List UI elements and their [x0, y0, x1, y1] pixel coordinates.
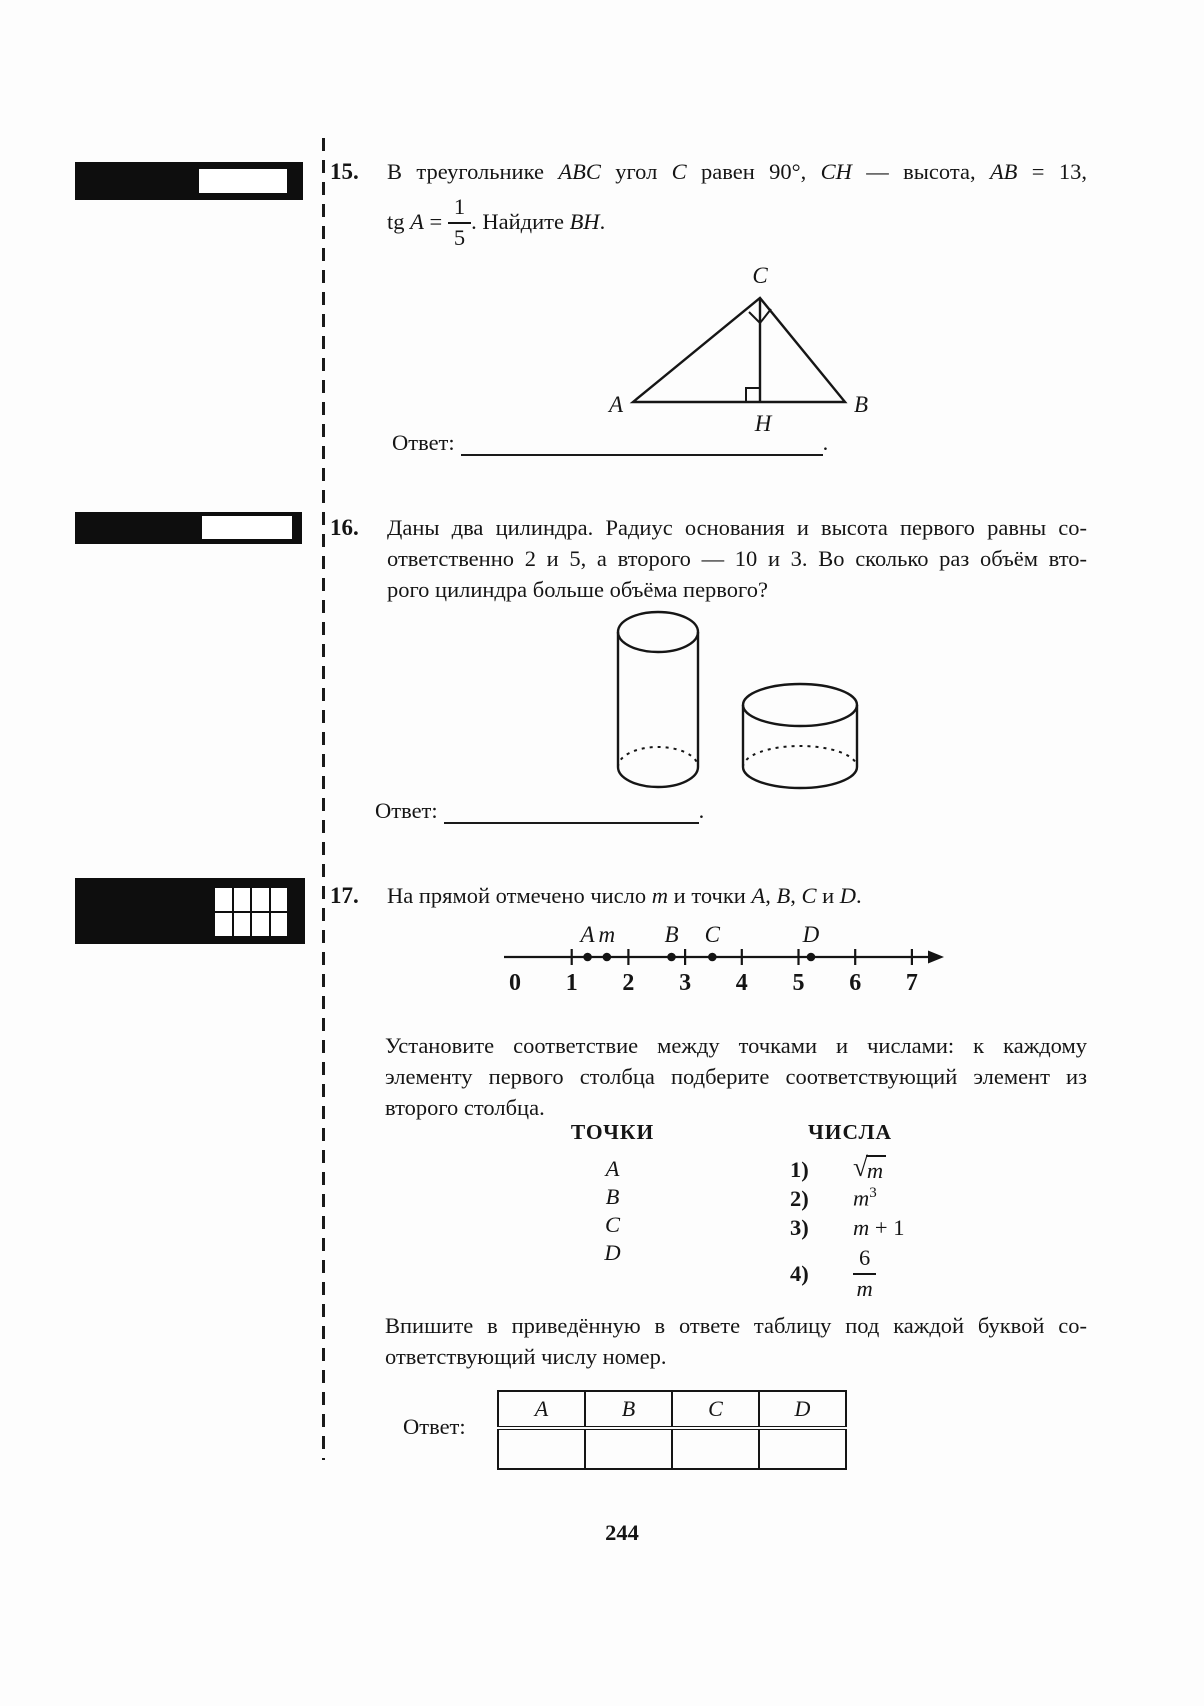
- math-var: BH: [569, 208, 600, 234]
- axis-tick-label: 5: [792, 970, 805, 996]
- grid-cell: [252, 913, 269, 936]
- text-run: и: [816, 883, 840, 908]
- radical-sign: √: [853, 1152, 868, 1182]
- text-run: .: [822, 430, 829, 455]
- text-run: = 13,: [1017, 159, 1087, 184]
- fraction-numerator: 6: [853, 1246, 876, 1275]
- text-line: Установите соответствие между точками и числами: к каждому: [385, 1033, 1087, 1058]
- points-column-items: [540, 1155, 685, 1267]
- option-number: 4): [790, 1261, 809, 1286]
- number-line-figure: [470, 923, 970, 1001]
- math-var: m: [856, 1276, 873, 1301]
- math-var: C: [671, 159, 687, 184]
- grid-cell: [215, 888, 232, 911]
- axis-tick-label: 6: [849, 970, 862, 996]
- margin-marker-problem-17: [75, 878, 305, 944]
- point-label: A: [580, 923, 595, 947]
- grid-cell: [271, 913, 288, 936]
- grid-cell: [215, 913, 232, 936]
- point-dot: [708, 953, 717, 962]
- point-item: D: [604, 1240, 621, 1265]
- text-run: — высота,: [851, 159, 990, 184]
- text-run: равен 90°,: [686, 159, 821, 184]
- right-angle-mark-H: [746, 388, 760, 402]
- point-label: m: [598, 923, 616, 947]
- table-header-A: A: [498, 1391, 585, 1428]
- answer-table-header-row: [498, 1391, 846, 1428]
- tall-cylinder-bottom-back: [618, 747, 698, 767]
- text-run: ,: [790, 883, 802, 908]
- answer-cell: [498, 1428, 585, 1469]
- text-run: . Найдите: [471, 208, 570, 234]
- points-column-header: ТОЧКИ: [570, 1120, 655, 1144]
- axis-tick-label: 0: [509, 970, 521, 996]
- problem-15-line1: [387, 156, 1087, 187]
- sqrt-expression: [853, 1152, 886, 1184]
- problem-15-line2: [387, 195, 1087, 251]
- dashed-margin-separator: [322, 138, 325, 1460]
- triangle-outline: [633, 298, 845, 402]
- numbers-column-header: ЧИСЛА: [808, 1120, 893, 1144]
- text-line: ответствующий числу номер.: [385, 1344, 667, 1369]
- text-line: второго столбца.: [385, 1095, 545, 1120]
- cylinders-figure: [580, 600, 880, 800]
- answer-row-16: [375, 792, 704, 824]
- math-var: A: [410, 208, 424, 234]
- math-var: CH: [820, 159, 852, 184]
- math-var: m: [853, 1185, 870, 1211]
- problem-15: [330, 156, 1087, 251]
- fraction-one-fifth: [448, 195, 471, 251]
- marker-answer-grid: [215, 888, 287, 936]
- text-run: + 1: [869, 1215, 905, 1240]
- answer-label: Ответ:: [375, 798, 438, 823]
- exponent: 3: [869, 1185, 877, 1201]
- answer-label: Ответ:: [403, 1414, 466, 1439]
- text-line: Даны два цилиндра. Радиус основания и высота первого равны со-: [387, 515, 1087, 540]
- number-option-3: [790, 1215, 1010, 1245]
- answer-blank-line: [461, 424, 823, 456]
- axis-tick-label: 1: [565, 970, 578, 996]
- point-item: B: [605, 1184, 620, 1209]
- power-expression: [853, 1185, 877, 1212]
- answer-table: [497, 1390, 847, 1470]
- table-header-C: C: [672, 1391, 759, 1428]
- text-line: ответственно 2 и 5, а второго — 10 и 3. Во сколько раз объём вто-: [387, 546, 1087, 571]
- radicand: m: [866, 1155, 886, 1184]
- option-number: 3): [790, 1215, 809, 1240]
- marker-answer-window: [202, 516, 292, 539]
- numbers-column: [790, 1120, 1010, 1303]
- text-run: На прямой отмечено число: [387, 883, 652, 908]
- problem-17-fill-text: [385, 1310, 1087, 1372]
- vertex-label-A: A: [608, 392, 624, 417]
- answer-cell: [759, 1428, 846, 1469]
- axis-tick-label: 7: [905, 970, 918, 996]
- point-label: D: [802, 923, 820, 947]
- text-run: tg: [387, 208, 411, 234]
- answer-blank-line: [444, 792, 699, 824]
- grid-cell: [234, 888, 251, 911]
- math-var: ABC: [558, 159, 601, 184]
- number-option-4: [790, 1245, 1010, 1303]
- fraction-numerator: 1: [448, 195, 471, 224]
- point-label: B: [664, 923, 679, 947]
- text-line: Впишите в приведённую в ответе таблицу под каждой буквой со-: [385, 1313, 1087, 1338]
- point-dot: [807, 953, 816, 962]
- tall-cylinder-bottom-front: [618, 767, 698, 787]
- fraction-denominator: 5: [453, 224, 466, 250]
- number-option-1: [790, 1152, 1010, 1185]
- problem-number: 15.: [330, 159, 359, 184]
- answer-label: Ответ:: [392, 430, 455, 455]
- wide-cylinder-bottom-back: [743, 746, 857, 767]
- math-var: A: [751, 883, 766, 908]
- point-dot: [603, 953, 612, 962]
- text-line: элементу первого столбца подберите соответствующий элемент из: [385, 1064, 1087, 1089]
- margin-marker-problem-16: [75, 512, 302, 544]
- margin-marker-problem-15: [75, 162, 303, 200]
- fraction-denominator: [853, 1275, 876, 1302]
- text-run: =: [423, 208, 448, 234]
- problem-17-match-text: [385, 1030, 1087, 1123]
- text-run: угол: [600, 159, 672, 184]
- problem-15-text: [387, 156, 1087, 251]
- wide-cylinder-top: [743, 684, 857, 726]
- math-var: B: [776, 883, 791, 908]
- table-header-B: B: [585, 1391, 672, 1428]
- wide-cylinder-bottom-front: [743, 767, 857, 788]
- point-item: C: [604, 1212, 620, 1237]
- answer-cell: [672, 1428, 759, 1469]
- text-run: В треугольнике: [387, 159, 559, 184]
- table-header-D: D: [759, 1391, 846, 1428]
- math-var: D: [839, 883, 857, 908]
- tall-cylinder-top: [618, 612, 698, 652]
- problem-17-intro: [387, 880, 1087, 911]
- answer-cell: [585, 1428, 672, 1469]
- option-number: 1): [790, 1157, 809, 1182]
- math-var: m: [651, 883, 669, 908]
- problem-17: [330, 880, 1087, 911]
- fraction-six-over-m: [853, 1246, 876, 1302]
- numbers-column-items: [790, 1152, 1010, 1303]
- problem-16-text: [387, 512, 1087, 605]
- text-run: ,: [765, 883, 777, 908]
- text-line: рого цилиндра больше объёма первого?: [387, 577, 768, 602]
- problem-number: 16.: [330, 515, 359, 540]
- number-option-2: [790, 1185, 1010, 1215]
- point-label: C: [704, 923, 720, 947]
- math-var: AB: [989, 159, 1018, 184]
- answer-row-15: [392, 424, 828, 456]
- text-run: .: [698, 798, 705, 823]
- foot-label-H: H: [754, 411, 772, 435]
- axis-tick-label: 2: [622, 970, 635, 996]
- option-number: 2): [790, 1185, 809, 1211]
- axis-tick-label: 4: [735, 970, 748, 996]
- text-run: и точки: [668, 883, 752, 908]
- page-number: 244: [605, 1520, 639, 1545]
- axis-tick-label: 3: [679, 970, 692, 996]
- grid-cell: [234, 913, 251, 936]
- text-run: .: [599, 208, 606, 234]
- vertex-label-C: C: [752, 263, 768, 288]
- grid-cell: [271, 888, 288, 911]
- triangle-figure: [560, 255, 900, 435]
- grid-cell: [252, 888, 269, 911]
- math-var: m: [853, 1215, 870, 1240]
- sum-expression: [853, 1215, 904, 1241]
- point-dot: [583, 953, 592, 962]
- problem-number: 17.: [330, 883, 359, 908]
- text-run: .: [856, 883, 862, 908]
- points-column: [540, 1120, 685, 1267]
- point-item: A: [605, 1156, 620, 1181]
- math-var: C: [801, 883, 817, 908]
- axis-arrowhead: [928, 951, 944, 964]
- answer-table-input-row: [498, 1428, 846, 1469]
- marker-answer-window: [199, 169, 287, 193]
- point-dot: [667, 953, 676, 962]
- vertex-label-B: B: [853, 392, 869, 417]
- problem-16: [330, 512, 1087, 605]
